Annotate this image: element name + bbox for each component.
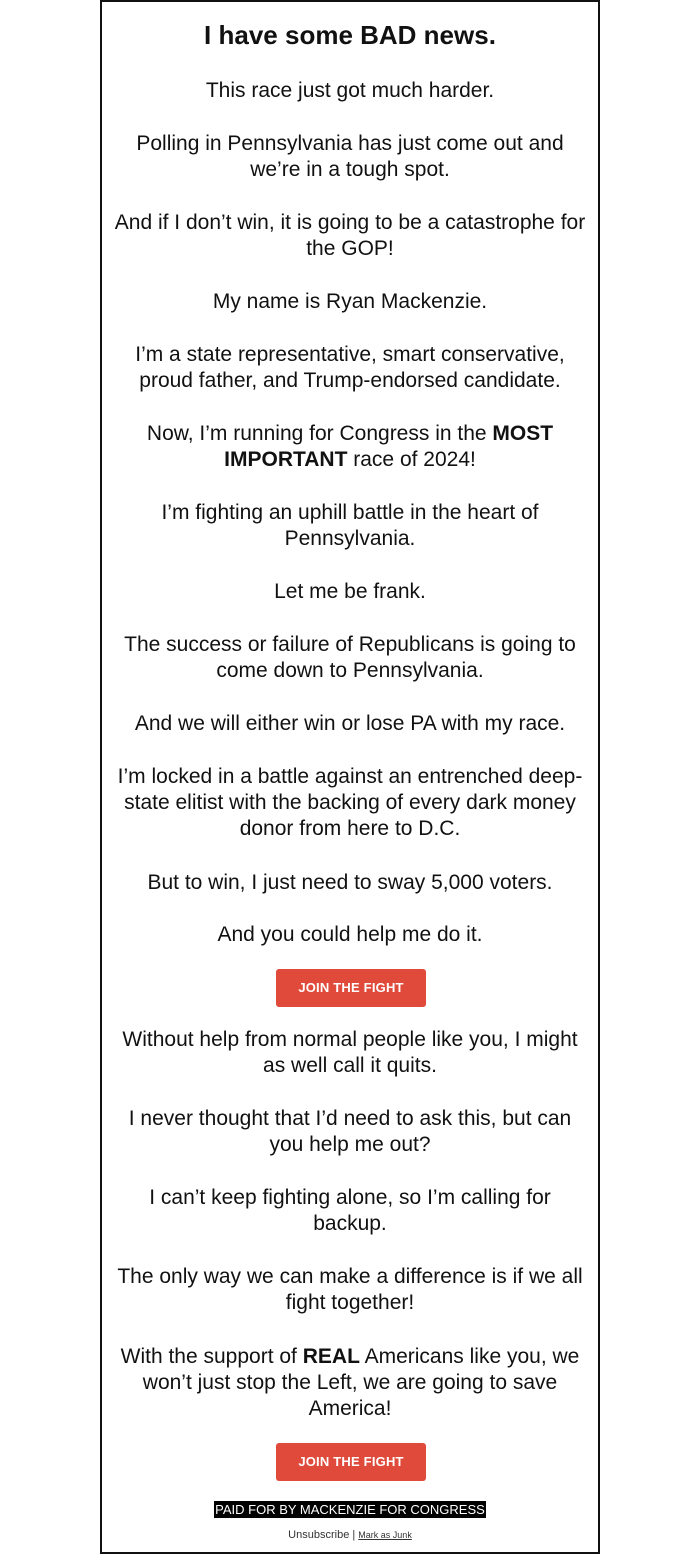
email-headline: I have some BAD news. — [204, 20, 496, 50]
paid-for-disclaimer: PAID FOR BY MACKENZIE FOR CONGRESS — [215, 1502, 485, 1517]
paragraph-6-text-before: Now, I’m running for Congress in the — [146, 422, 493, 445]
paragraph-12: But to win, I just need to sway 5,000 voters. — [147, 871, 553, 894]
paragraph-1: This race just got much harder. — [205, 79, 495, 102]
paragraph-15: I never thought that I’d need to ask this, but can you help me out? — [128, 1107, 572, 1156]
footer-links — [102, 1528, 598, 1542]
paragraph-9: The success or failure of Republicans is going to come down to Pennsylvania. — [124, 633, 576, 682]
paragraph-18-real — [112, 1344, 588, 1422]
footer-separator: | — [349, 1529, 359, 1541]
paragraph-16: I can’t keep fighting alone, so I’m calling for backup. — [149, 1186, 551, 1235]
paragraph-3: And if I don’t win, it is going to be a catastrophe for the GOP! — [114, 211, 586, 260]
paragraph-7: I’m fighting an uphill battle in the heart of Pennsylvania. — [161, 501, 539, 550]
paragraph-6-text-after: race of 2024! — [347, 448, 476, 471]
paragraph-13: And you could help me do it. — [217, 923, 483, 946]
unsubscribe-link[interactable]: Unsubscribe — [288, 1529, 350, 1541]
mark-as-junk-link[interactable]: Mark as Junk — [358, 1530, 412, 1540]
join-the-fight-button-bottom[interactable]: JOIN THE FIGHT — [276, 1443, 426, 1481]
paragraph-6-most-important — [112, 421, 588, 473]
paragraph-18-text-after: Americans like you, we won’t just stop the Left, we are going to save America! — [142, 1345, 580, 1420]
email-frame — [100, 0, 600, 1554]
disclaimer-row — [102, 1501, 598, 1519]
paragraph-11: I’m locked in a battle against an entrenched deep-state elitist with the backing of every dark money donor from here to D.C. — [117, 765, 583, 840]
paragraph-18-text-before: With the support of — [120, 1345, 303, 1368]
paragraph-14: Without help from normal people like you, I might as well call it quits. — [122, 1028, 578, 1077]
paragraph-5: I’m a state representative, smart conservative, proud father, and Trump-endorsed candidate. — [135, 343, 565, 392]
paragraph-6-bold: MOST IMPORTANT — [224, 422, 554, 471]
paragraph-4: My name is Ryan Mackenzie. — [212, 290, 488, 313]
paragraph-2: Polling in Pennsylvania has just come out and we’re in a tough spot. — [136, 132, 564, 181]
paragraph-8: Let me be frank. — [274, 580, 426, 603]
paragraph-18-bold: REAL — [302, 1345, 360, 1368]
join-the-fight-button[interactable]: JOIN THE FIGHT — [276, 969, 426, 1007]
paragraph-17: The only way we can make a difference is if we all fight together! — [117, 1265, 583, 1314]
paragraph-10: And we will either win or lose PA with my race. — [134, 712, 566, 735]
